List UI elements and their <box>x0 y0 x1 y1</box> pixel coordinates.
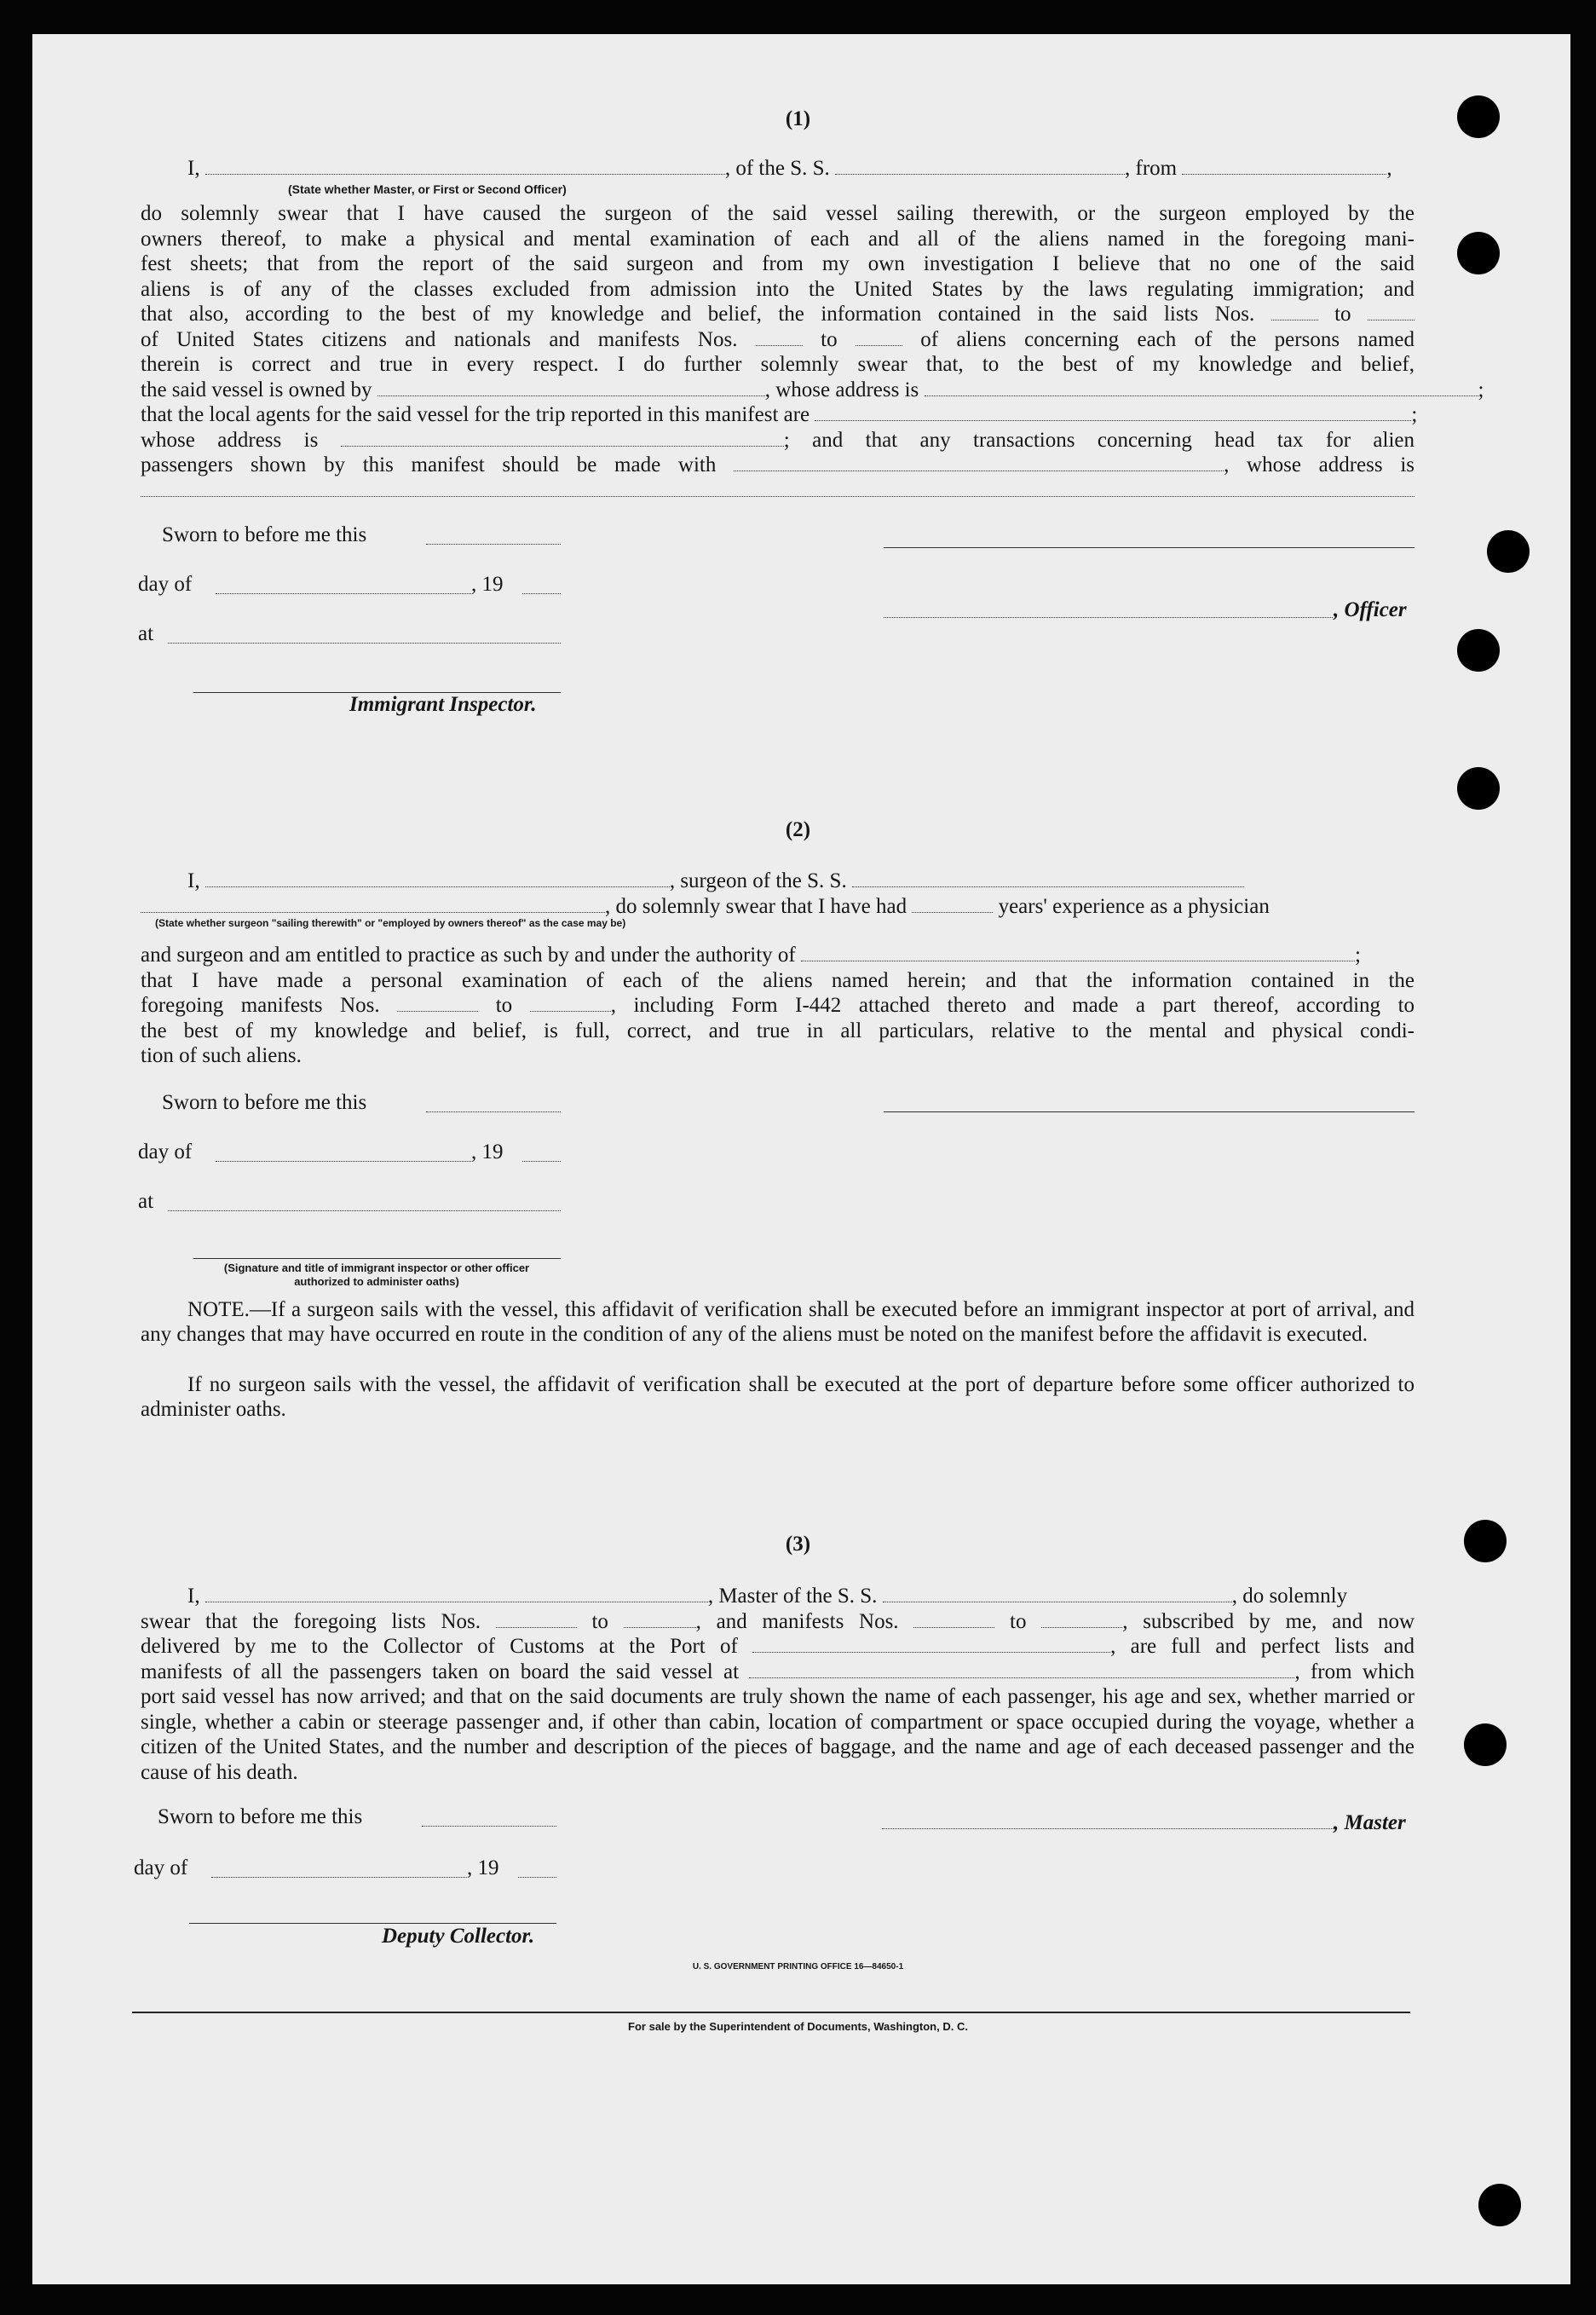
affidavit-2-heading: (2) <box>785 818 811 841</box>
from-which-label: , from which <box>1294 1660 1415 1683</box>
vessel-label: , of the S. S. <box>724 157 830 180</box>
agents-label: that the local agents for the said vessel for the trip reported in this manifest are <box>141 403 810 426</box>
day-of-label: day of <box>138 1140 193 1163</box>
sworn-date-field[interactable] <box>422 1826 556 1827</box>
sworn-date-field[interactable] <box>426 1111 561 1112</box>
years-label: years' experience as a physician <box>998 894 1270 918</box>
body-line: owners thereof, to make a physical and mental examination of each and all of the aliens named in the foregoing mani- <box>141 227 1415 251</box>
i-label: I, <box>187 1585 200 1608</box>
master-title: , Master <box>1334 1811 1406 1834</box>
to-label: to <box>495 994 513 1017</box>
to-label: to <box>1010 1609 1027 1633</box>
surgeon-name-field[interactable] <box>205 870 670 887</box>
port-field[interactable] <box>752 1636 1110 1653</box>
affidavit-1: I, , of the S. S. , from , <box>187 157 1392 180</box>
affidavit-1-body: do solemnly swear that I have caused the surgeon of the said vessel sailing therewith, or the surgeon employed by the owners thereof, to make a physical and mental examination of each and all of the aliens named in the foregoing mani- fest sheets; that from the report of the said surgeon and from my own investigation I believe that no one of the said aliens is of any of the classes excluded from admission into the United States by the laws regulating immigration; and that also, according to the best of my knowledge and belief, the information contained in the said lists Nos. to of United States citizens and nationals and manifests Nos. to of aliens concerning each of the persons named therein is correct and true in every respect. I do further solemnly swear that, to the best of my knowledge and belief, the said vessel is owned by , whose address is that the local agents for the said vessel for the trip reported in this manifest are ; whose address is ; and that any transactions concerning head tax for alien passengers shown by this manifest should be made with , whose address is <box>141 201 1415 503</box>
binder-hole <box>1457 629 1500 672</box>
affidavit-3-heading: (3) <box>785 1533 811 1556</box>
to-label: to <box>591 1609 608 1633</box>
year-field[interactable] <box>522 593 561 594</box>
sworn-label: Sworn to before me this <box>162 1091 367 1114</box>
lists-from-field[interactable] <box>1271 303 1318 320</box>
master-vessel-field[interactable] <box>883 1585 1232 1602</box>
i-label: I, <box>187 869 200 892</box>
surgeon-caption: (State whether surgeon "sailing therewith" or "employed by owners thereof" as the case may be) <box>155 917 626 929</box>
note-text: NOTE.—If a surgeon sails with the vessel, this affidavit of verification shall be executed before an immigrant inspector at port of arrival, and any changes that may have occurred en route in the condition of any of the aliens must be noted on the manifest before the affidavit is executed. <box>141 1298 1415 1346</box>
year-field[interactable] <box>518 1877 556 1878</box>
master-of-label: , Master of the S. S. <box>707 1585 878 1608</box>
manifests-label: manifests of all the passengers taken on board the said vessel at <box>141 1660 740 1683</box>
from-label: , from <box>1125 157 1178 180</box>
binder-hole <box>1464 1723 1507 1766</box>
authority-label: and surgeon and am entitled to practice as such by and under the authority of <box>141 944 796 967</box>
affidavit-1-heading: (1) <box>785 107 811 130</box>
binder-hole <box>1478 2184 1521 2226</box>
form-text: , including Form I-442 attached thereto and made a part thereof, according to <box>610 994 1415 1017</box>
at-label: at <box>138 622 154 645</box>
passengers-label: passengers shown by this manifest should be made with <box>141 453 717 476</box>
body-line: do solemnly swear that I have caused the surgeon of the said vessel sailing therewith, or the surgeon employed by the <box>141 202 1415 225</box>
at-place-field[interactable] <box>168 1210 561 1211</box>
departure-port-field[interactable] <box>749 1661 1294 1678</box>
signature-line[interactable] <box>193 1258 561 1259</box>
master-name-field[interactable] <box>205 1585 708 1602</box>
owner-address-field[interactable] <box>925 379 1478 396</box>
body-line: that also, according to the best of my knowledge and belief, the information contained in the said lists Nos. <box>141 303 1255 326</box>
at-place-field[interactable] <box>168 643 561 644</box>
therein-line: therein is correct and true in every respect. I do further solemnly swear that, to the best of my knowledge and belief, <box>141 353 1415 376</box>
surgeon-signature-line[interactable] <box>884 1111 1415 1112</box>
gpo-imprint: U. S. GOVERNMENT PRINTING OFFICE 16—84650-1 <box>692 1962 904 1972</box>
year-label: , 19 <box>467 1856 499 1879</box>
binder-hole <box>1457 232 1500 274</box>
address-label: , whose address is <box>1224 453 1415 476</box>
officer-signature-line-2[interactable] <box>884 617 1333 618</box>
head-tax-address-field[interactable] <box>141 480 1415 497</box>
full-label: , are full and perfect lists and <box>1110 1635 1415 1658</box>
footer-rule <box>132 2012 1410 2013</box>
best-line: the best of my knowledge and belief, is full, correct, and true in all particulars, relative to the mental and physical condi- <box>141 1019 1415 1042</box>
agents-field[interactable] <box>815 404 1411 421</box>
year-label: , 19 <box>471 573 504 596</box>
manifests-to-field[interactable] <box>856 329 902 346</box>
manifests-from-field[interactable] <box>913 1611 994 1628</box>
year-label: , 19 <box>471 1140 504 1163</box>
day-of-label: day of <box>138 573 193 596</box>
years-field[interactable] <box>912 896 993 913</box>
month-field[interactable] <box>216 593 471 594</box>
binder-hole <box>1487 530 1530 573</box>
month-field[interactable] <box>211 1877 467 1878</box>
at-label: at <box>138 1190 154 1213</box>
from-port-field[interactable] <box>1182 158 1386 175</box>
swear-label: swear that the foregoing lists Nos. <box>141 1609 481 1633</box>
sworn-date-field[interactable] <box>426 544 561 545</box>
affidavit-2-body: and surgeon and am entitled to practice as such by and under the authority of ; that I have made a personal examination of each of the aliens named herein; and that the information contained in the foregoing manifests Nos. to , including Form I-442 attached thereto and made a part thereof, according to the best of my knowledge and belief, is full, correct, and true in all particulars, relative to the mental and physical condi- tion of such aliens. <box>141 944 1415 1067</box>
sworn-label: Sworn to before me this <box>158 1805 363 1828</box>
to-label: to <box>1334 303 1351 326</box>
collector-signature-line[interactable] <box>189 1923 556 1924</box>
collector-title: Deputy Collector. <box>382 1925 535 1948</box>
lists-to-field[interactable] <box>624 1611 696 1628</box>
to-label: to <box>821 327 838 351</box>
surgeon-status-field[interactable] <box>141 896 605 913</box>
officer-name-field[interactable] <box>205 158 725 175</box>
manifests-to-field[interactable] <box>1041 1611 1122 1628</box>
manifests-to-field[interactable] <box>530 995 611 1012</box>
sale-notice: For sale by the Superintendent of Documents, Washington, D. C. <box>628 2020 968 2033</box>
officer-signature-line-1[interactable] <box>884 547 1415 548</box>
signature-caption: (Signature and title of immigrant inspector or other officer authorized to administer oaths) <box>223 1261 530 1288</box>
surgeon-of-label: , surgeon of the S. S. <box>669 869 847 892</box>
i-label: I, <box>187 157 200 180</box>
agents-address-field[interactable] <box>341 430 784 447</box>
citizens-text: of United States citizens and nationals and manifests Nos. <box>141 327 738 351</box>
manifests-from-field[interactable] <box>397 995 478 1012</box>
note-text-2: If no surgeon sails with the vessel, the affidavit of verification shall be executed at the port of departure before some officer authorized to administer oaths. <box>141 1373 1415 1421</box>
address-label: whose address is <box>141 428 319 452</box>
citizens-text-b: of aliens concerning each of the persons named <box>920 327 1415 351</box>
lists-from-field[interactable] <box>496 1611 577 1628</box>
officer-title: , Officer <box>1334 598 1407 621</box>
swear-label: , do solemnly swear that I have had <box>605 894 907 918</box>
foregoing-label: foregoing manifests Nos. <box>141 994 380 1017</box>
sworn-label: Sworn to before me this <box>162 523 367 546</box>
head-tax-contact-field[interactable] <box>734 454 1224 471</box>
affidavit-2 <box>141 869 1415 919</box>
manifests-from-field[interactable] <box>756 329 803 346</box>
address-label: , whose address is <box>764 378 919 401</box>
officer-caption: (State whether Master, or First or Second Officer) <box>288 182 567 196</box>
affidavit-3 <box>141 1584 1415 1684</box>
year-field[interactable] <box>522 1161 561 1162</box>
binder-hole <box>1457 767 1500 810</box>
body-line: aliens is of any of the classes excluded from admission into the United States by the laws regulating immigration; and <box>141 277 1415 301</box>
inspector-title: Immigrant Inspector. <box>349 693 537 716</box>
vessel-name-field[interactable] <box>835 158 1125 175</box>
tion-line: tion of such aliens. <box>141 1044 302 1067</box>
master-signature-line[interactable] <box>882 1828 1334 1829</box>
delivered-label: delivered by me to the Collector of Customs at the Port of <box>141 1635 738 1658</box>
and-manifests-label: , and manifests Nos. <box>695 1609 899 1633</box>
subscribed-label: , subscribed by me, and now <box>1122 1609 1415 1633</box>
owned-by-label: the said vessel is owned by <box>141 378 372 401</box>
day-of-label: day of <box>134 1856 188 1879</box>
month-field[interactable] <box>216 1161 471 1162</box>
head-tax-text: ; and that any transactions concerning head tax for alien <box>783 428 1415 452</box>
owner-field[interactable] <box>377 379 765 396</box>
authority-field[interactable] <box>801 944 1355 961</box>
do-solemnly-label: , do solemnly <box>1231 1585 1348 1608</box>
body-line: fest sheets; that from the report of the said surgeon and from my own investigation I believe that no one of the said <box>141 252 1415 275</box>
surgeon-vessel-field[interactable] <box>852 870 1244 887</box>
lists-to-field[interactable] <box>1368 303 1415 320</box>
personal-line: that I have made a personal examination of each of the aliens named herein; and that the information contained in the <box>141 968 1415 992</box>
affidavit-3-rest: port said vessel has now arrived; and that on the said documents are truly shown the name of each passenger, his age and sex, whether married or single, whether a cabin or steerage passenger and, if other than cabin, location of compartment or space occupied during the voyage, whether a citizen of the United States, and the number and description of the pieces of baggage, and the name and age of each deceased passenger and the cause of his death. <box>141 1685 1415 1784</box>
